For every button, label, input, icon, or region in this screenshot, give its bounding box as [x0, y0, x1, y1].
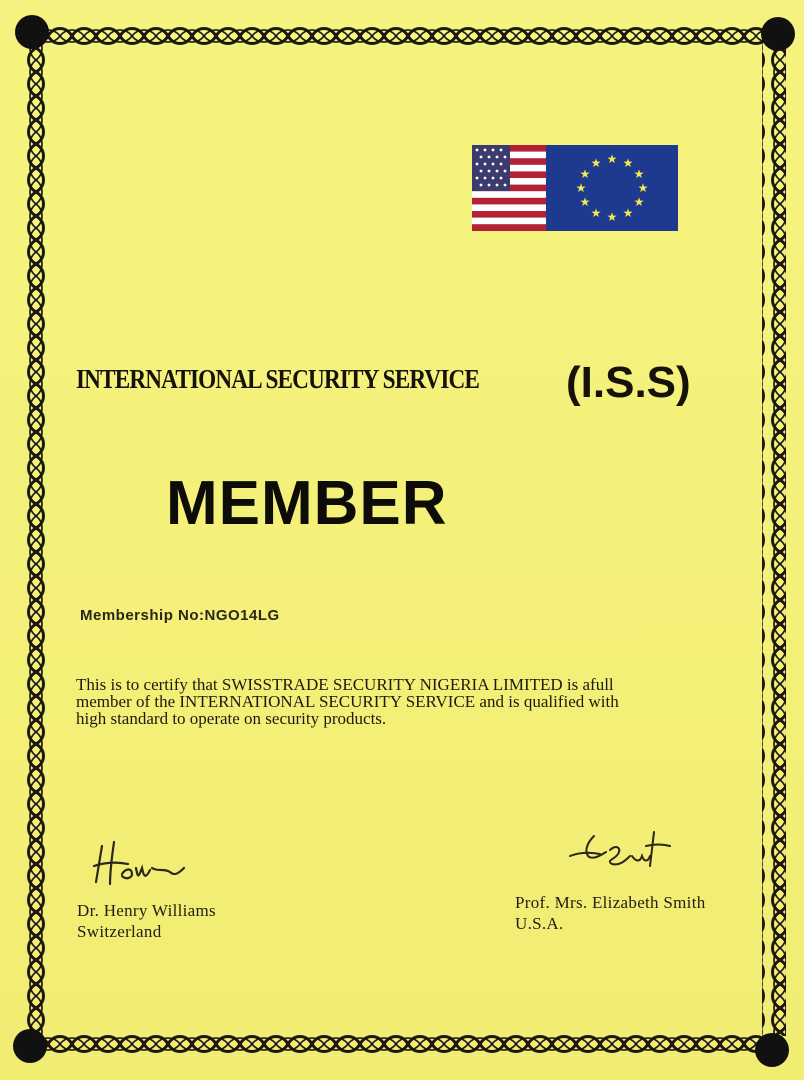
signatory-location: U.S.A. [515, 914, 564, 933]
signature-henry-williams [88, 838, 188, 890]
signatory-left [77, 900, 216, 942]
svg-text:★: ★ [575, 181, 587, 195]
corner-knot-top-right [761, 17, 795, 51]
svg-text:★: ★ [606, 152, 618, 166]
corner-knot-top-left [15, 15, 49, 49]
signatory-name: Prof. Mrs. Elizabeth Smith [515, 893, 706, 912]
membership-number: Membership No:NGO14LG [80, 607, 280, 624]
flags [472, 145, 678, 231]
organization-abbreviation: (I.S.S) [566, 358, 691, 407]
svg-text:★: ★ [637, 181, 649, 195]
svg-text:★: ★ [590, 206, 602, 220]
signatory-name: Dr. Henry Williams [77, 901, 216, 920]
corner-knot-bottom-left [13, 1029, 47, 1063]
border-top [36, 22, 776, 46]
certification-text [76, 676, 756, 727]
svg-text:★: ★ [579, 195, 591, 209]
certificate-heading: MEMBER [166, 469, 448, 538]
organization-name: INTERNATIONAL SECURITY SERVICE [76, 364, 480, 394]
signatory-location: Switzerland [77, 922, 162, 941]
border-right [762, 40, 786, 1036]
svg-text:★: ★ [606, 210, 618, 224]
svg-text:★: ★ [633, 195, 645, 209]
certification-line: high standard to operate on security products. [76, 709, 387, 728]
border-bottom [36, 1030, 776, 1054]
svg-text:★: ★ [590, 156, 602, 170]
svg-text:★: ★ [622, 206, 634, 220]
certification-line: This is to certify that SWISSTRADE SECURITY NIGERIA LIMITED is afull [76, 675, 614, 694]
signatory-right [515, 892, 706, 934]
signature-elizabeth-smith [566, 826, 678, 874]
svg-text:★: ★ [579, 167, 591, 181]
border-left [22, 40, 46, 1036]
svg-text:★: ★ [622, 156, 634, 170]
us-flag-icon [472, 145, 546, 231]
corner-knot-bottom-right [755, 1033, 789, 1067]
eu-flag-icon [546, 145, 678, 231]
svg-text:★: ★ [633, 167, 645, 181]
certification-line: member of the INTERNATIONAL SECURITY SERVICE and is qualified with [76, 692, 619, 711]
